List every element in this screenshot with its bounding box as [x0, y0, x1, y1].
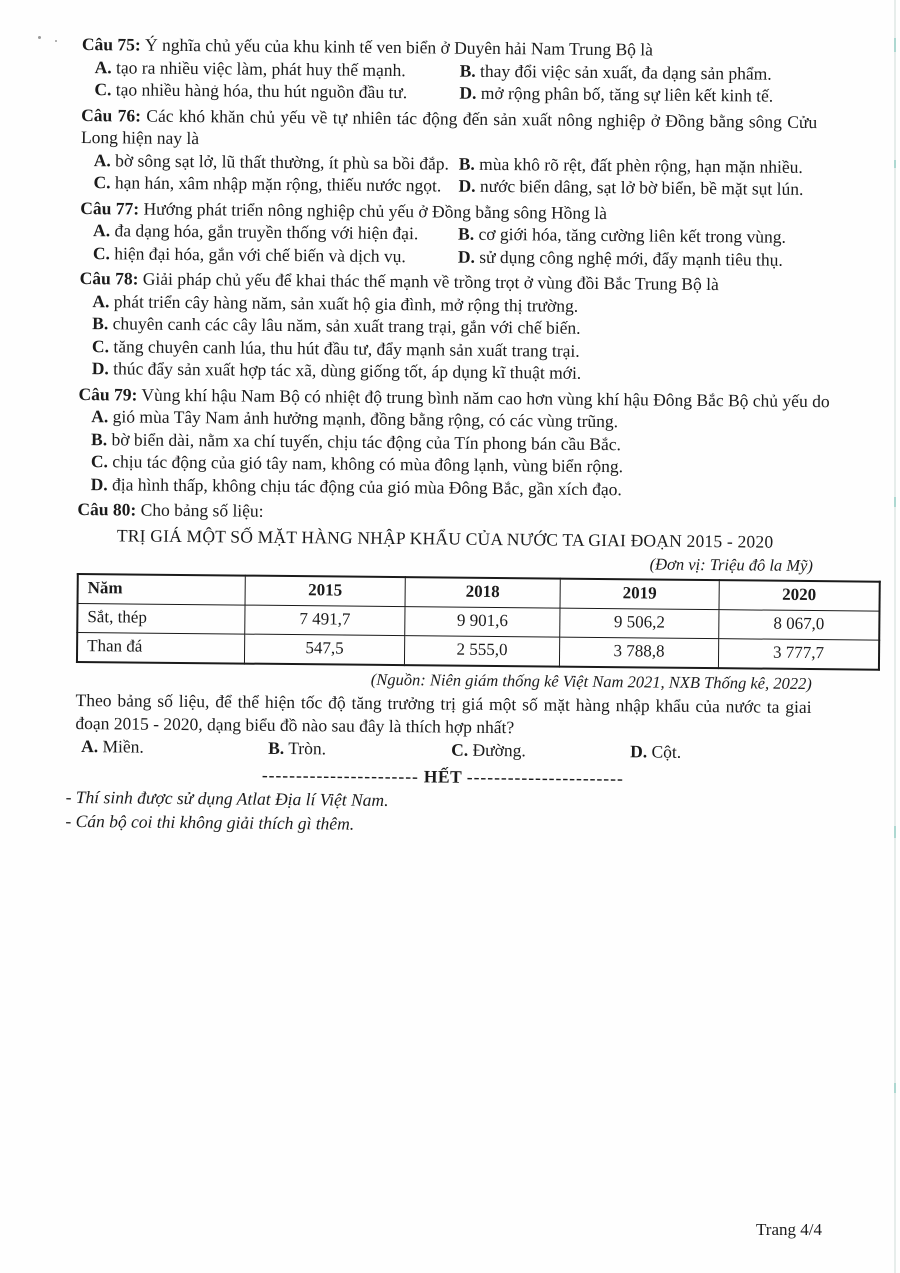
- table-row: [77, 632, 879, 669]
- end-divider: ----------------------- HẾT -----------------------: [261, 764, 624, 788]
- option-77-a: A. đa dạng hóa, gắn truyền thống với hiện đại.: [93, 220, 419, 244]
- option-79-d: D. địa hình thấp, không chịu tác động của gió mùa Đông Bắc, gần xích đạo.: [90, 473, 622, 499]
- option-75-a: A. tạo ra nhiều việc làm, phát huy thế mạnh.: [94, 56, 406, 80]
- question-77: [80, 196, 817, 271]
- table-cell: 3 788,8: [559, 637, 718, 668]
- table-cell: Sắt, thép: [77, 603, 245, 634]
- option-80-a: A. Miền.: [81, 736, 144, 757]
- scan-speck: [38, 36, 41, 39]
- table-cell: 7 491,7: [245, 605, 405, 636]
- scan-edge-line: [894, 0, 896, 1273]
- option-80-c: C. Đường.: [451, 739, 526, 761]
- question-78: [79, 267, 816, 387]
- option-78-b: B. chuyên canh các cây lâu năm, sản xuất trang trại, gắn với chế biến.: [92, 313, 581, 338]
- table-header-cell: 2019: [560, 578, 719, 609]
- table-header-cell: Năm: [78, 573, 246, 604]
- question-80-intro: Cho bảng số liệu:: [140, 499, 264, 521]
- question-77-text: Hướng phát triển nông nghiệp chủ yếu ở Đồng bằng sông Hồng là: [143, 198, 608, 223]
- note-proctor: - Cán bộ coi thi không giải thích gì thêm.: [65, 810, 355, 834]
- question-79-options: [78, 405, 815, 502]
- exam-content: [65, 33, 830, 840]
- exam-notes: [65, 786, 810, 840]
- table-cell: 9 506,2: [560, 608, 719, 639]
- option-75-b: B. thay đổi việc sản xuất, đa dạng sản phẩm.: [459, 60, 772, 84]
- question-79-text: Vùng khí hậu Nam Bộ có nhiệt độ trung bình năm cao hơn vùng khí hậu Đông Bắc Bộ chủ yếu do: [141, 384, 830, 411]
- question-75-number: Câu 75:: [81, 33, 141, 55]
- data-table: [76, 572, 881, 670]
- question-76-text: Các khó khăn chủ yếu về tự nhiên tác động đến sản xuất nông nghiệp ở Đồng bằng sông Cửu Long hiện nay là: [80, 105, 818, 149]
- option-78-d: D. thúc đẩy sản xuất hợp tác xã, dùng giống tốt, áp dụng kĩ thuật mới.: [91, 358, 582, 383]
- table-cell: 8 067,0: [719, 609, 880, 640]
- end-label: HẾT: [423, 765, 463, 787]
- option-76-b: B. mùa khô rõ rệt, đất phèn rộng, hạn mặn nhiều.: [458, 153, 803, 177]
- question-76-number: Câu 76:: [81, 104, 142, 126]
- scan-speck: [55, 40, 57, 42]
- question-79: [78, 382, 830, 502]
- table-header-cell: 2020: [719, 580, 880, 611]
- question-80-text: Theo bảng số liệu, để thể hiện tốc độ tăng trưởng trị giá một số mặt hàng nhập khẩu của nước ta giai đoạn 2015 - 2020, dạng biểu đồ nào sau đây là thích hợp nhất?: [75, 689, 812, 737]
- option-79-b: B. bờ biển dài, nằm xa chí tuyến, chịu tác động của Tín phong bán cầu Bắc.: [91, 428, 622, 454]
- option-76-d: D. nước biển dâng, sạt lở bờ biển, bề mặt sụt lún.: [458, 175, 804, 199]
- table-unit-note: (Đơn vị: Triệu đô la Mỹ): [649, 554, 814, 576]
- question-80-number: Câu 80:: [77, 498, 137, 520]
- page-number: Trang 4/4: [756, 1220, 822, 1239]
- question-78-options: [79, 289, 816, 386]
- table-title: TRỊ GIÁ MỘT SỐ MẶT HÀNG NHẬP KHẨU CỦA NƯỚC TA GIAI ĐOẠN 2015 - 2020: [116, 524, 774, 552]
- table-cell: Than đá: [77, 632, 245, 663]
- option-79-c: C. chịu tác động của gió tây nam, không có mùa đông lạnh, vùng biển rộng.: [90, 451, 624, 477]
- option-79-a: A. gió mùa Tây Nam ảnh hưởng mạnh, đồng bằng rộng, có các vùng trũng.: [91, 406, 619, 432]
- table-cell: 2 555,0: [404, 635, 559, 666]
- option-76-a: A. bờ sông sạt lở, lũ thất thường, ít phù sa bồi đắp.: [93, 149, 450, 174]
- option-80-b: B. Tròn.: [268, 737, 327, 759]
- question-78-number: Câu 78:: [79, 267, 139, 289]
- option-77-c: C. hiện đại hóa, gắn với chế biến và dịch vụ.: [92, 242, 406, 266]
- table-cell: 547,5: [244, 634, 404, 665]
- question-76-options: [80, 148, 816, 200]
- question-78-text: Giải pháp chủ yếu để khai thác thế mạnh về trồng trọt ở vùng đồi Bắc Trung Bộ là: [142, 268, 719, 295]
- table-source-note: (Nguồn: Niên giám thống kê Việt Nam 2021, NXB Thống kê, 2022): [370, 669, 812, 693]
- question-75-options: [81, 55, 817, 107]
- question-77-number: Câu 77:: [80, 197, 140, 219]
- question-76-title: [81, 103, 817, 155]
- option-75-c: C. tạo nhiều hàng hóa, thu hút nguồn đầu tư.: [94, 79, 408, 103]
- table-cell: 3 777,7: [718, 638, 879, 669]
- option-75-d: D. mở rộng phân bố, tăng sự liên kết kinh tế.: [459, 82, 774, 106]
- option-80-d: D. Cột.: [630, 741, 682, 762]
- table-header-cell: 2015: [245, 575, 405, 606]
- question-75: [81, 33, 818, 108]
- option-78-a: A. phát triển cây hàng năm, sản xuất hộ gia đình, mở rộng thị trường.: [92, 290, 579, 316]
- question-75-text: Ý nghĩa chủ yếu của khu kinh tế ven biển ở Duyên hải Nam Trung Bộ là: [144, 34, 654, 60]
- note-atlat: - Thí sinh được sử dụng Atlat Địa lí Việt Nam.: [65, 786, 389, 810]
- question-80-title: [77, 498, 813, 528]
- option-78-c: C. tăng chuyên canh lúa, thu hút đầu tư, đẩy mạnh sản xuất trang trại.: [91, 335, 580, 361]
- question-77-options: [80, 219, 816, 271]
- question-80: [75, 498, 825, 765]
- option-76-c: C. hạn hán, xâm nhập mặn rộng, thiếu nước ngọt.: [93, 172, 442, 196]
- option-77-b: B. cơ giới hóa, tăng cường liên kết trong vùng.: [457, 223, 787, 247]
- question-76: [80, 103, 817, 200]
- option-77-d: D. sử dụng công nghệ mới, đẩy mạnh tiêu thụ.: [457, 246, 783, 270]
- question-79-number: Câu 79:: [78, 383, 138, 405]
- table-cell: 9 901,6: [405, 606, 560, 636]
- table-header-cell: 2018: [405, 577, 560, 608]
